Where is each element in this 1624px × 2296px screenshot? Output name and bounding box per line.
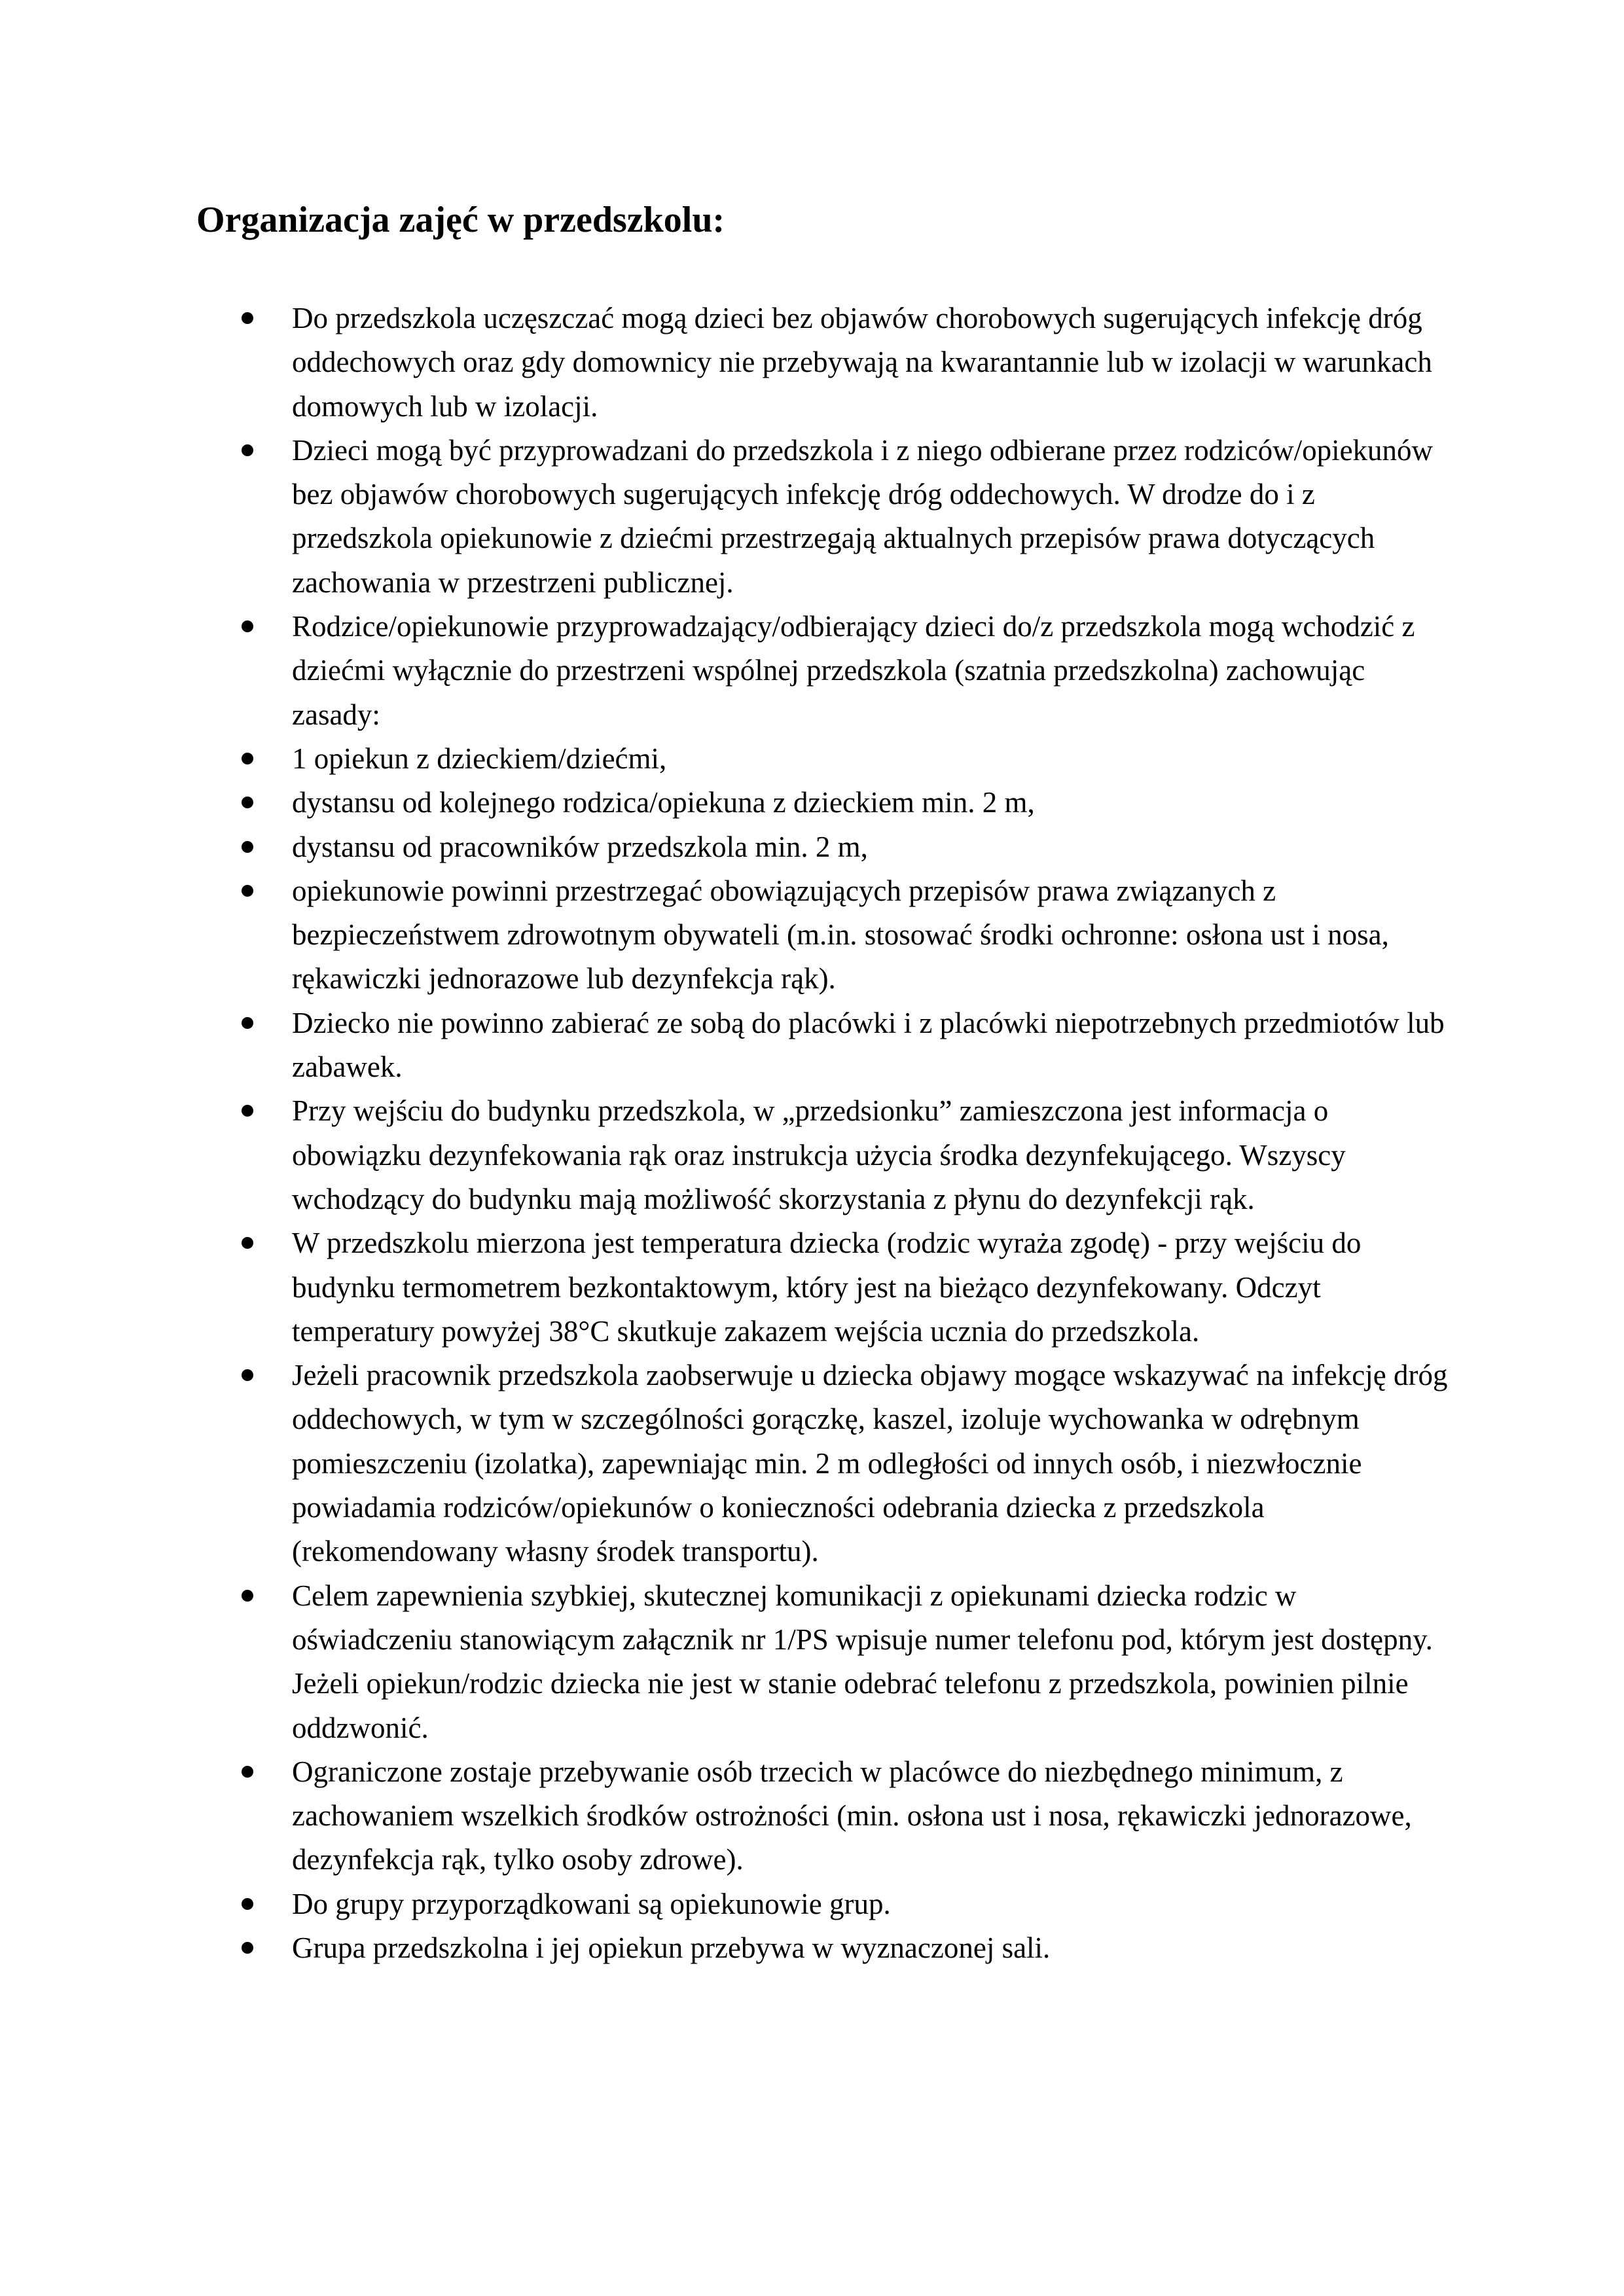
list-item-text: 1 opiekun z dzieckiem/dziećmi,	[292, 742, 667, 775]
list-item-text: Przy wejściu do budynku przedszkola, w „przedsionku” zamieszczona jest informacja o obowiązku dezynfekowania rąk oraz instrukcja użycia środka dezynfekującego. Wszyscy wchodzący do budynku mają możliwość skorzystania z płynu do dezynfekcji rąk.	[292, 1094, 1346, 1215]
list-item	[292, 1882, 1457, 1926]
list-item-text: Jeżeli pracownik przedszkola zaobserwuje u dziecka objawy mogące wskazywać na infekcję dróg oddechowych, w tym w szczególności gorączkę, kaszel, izoluje wychowanka w odrębnym pomieszczeniu (izolatka), zapewniając min. 2 m odległości od innych osób, i niezwłocznie powiadamia rodziców/opiekunów o konieczności odebrania dziecka z przedszkola (rekomendowany własny środek transportu).	[292, 1359, 1448, 1568]
list-item	[292, 1750, 1457, 1882]
bullet-icon	[242, 1017, 253, 1029]
list-item	[292, 1089, 1457, 1221]
list-item	[292, 1221, 1457, 1354]
bullet-icon	[242, 312, 253, 324]
bullet-icon	[242, 1766, 253, 1778]
list-item	[292, 1926, 1457, 1970]
bullet-icon	[242, 620, 253, 632]
rules-list	[292, 296, 1457, 1970]
list-item	[292, 429, 1457, 605]
bullet-icon	[242, 1898, 253, 1910]
list-item-text: Dzieci mogą być przyprowadzani do przedszkola i z niego odbierane przez rodziców/opiekunów bez objawów chorobowych sugerujących infekcję dróg oddechowych. W drodze do i z przedszkola opiekunowie z dziećmi przestrzegają aktualnych przepisów prawa dotyczących zachowania w przestrzeni publicznej.	[292, 433, 1434, 599]
list-item-text: Celem zapewnienia szybkiej, skutecznej komunikacji z opiekunami dziecka rodzic w oświadczeniu stanowiącym załącznik nr 1/PS wpisuje numer telefonu pod, którym jest dostępny. Jeżeli opiekun/rodzic dziecka nie jest w stanie odebrać telefonu z przedszkola, powinien pilnie oddzwonić.	[292, 1579, 1433, 1744]
list-item	[292, 825, 1457, 869]
list-item-text: Rodzice/opiekunowie przyprowadzający/odbierający dzieci do/z przedszkola mogą wchodzić z dziećmi wyłącznie do przestrzeni wspólnej przedszkola (szatnia przedszkolna) zachowując zasady:	[292, 610, 1415, 731]
list-item	[292, 1574, 1457, 1750]
list-item-text: Do grupy przyporządkowani są opiekunowie grup.	[292, 1887, 891, 1920]
bullet-icon	[242, 444, 253, 456]
list-item-text: opiekunowie powinni przestrzegać obowiązujących przepisów prawa związanych z bezpieczeństwem zdrowotnym obywateli (m.in. stosować środki ochronne: osłona ust i nosa, rękawiczki jednorazowe lub dezynfekcja rąk).	[292, 874, 1389, 996]
document-title: Organizacja zajęć w przedszkolu:	[196, 200, 725, 240]
bullet-icon	[242, 1942, 253, 1954]
bullet-icon	[242, 1369, 253, 1381]
list-item-text: dystansu od pracowników przedszkola min. 2 m,	[292, 830, 868, 863]
bullet-icon	[242, 753, 253, 764]
list-item-text: Do przedszkola uczęszczać mogą dzieci bez objawów chorobowych sugerujących infekcję dróg oddechowych oraz gdy domownicy nie przebywają na kwarantannie lub w izolacji w warunkach domowych lub w izolacji.	[292, 302, 1432, 423]
list-item	[292, 869, 1457, 1001]
list-item-text: Ograniczone zostaje przebywanie osób trzecich w placówce do niezbędnego minimum, z zachowaniem wszelkich środków ostrożności (min. osłona ust i nosa, rękawiczki jednorazowe, dezynfekcja rąk, tylko osoby zdrowe).	[292, 1755, 1412, 1876]
bullet-icon	[242, 1237, 253, 1249]
bullet-icon	[242, 1590, 253, 1602]
bullet-icon	[242, 885, 253, 897]
bullet-icon	[242, 797, 253, 808]
bullet-icon	[242, 1105, 253, 1117]
list-item	[292, 781, 1457, 825]
bullet-icon	[242, 841, 253, 853]
list-item-text: W przedszkolu mierzona jest temperatura dziecka (rodzic wyraża zgodę) - przy wejściu do budynku termometrem bezkontaktowym, który jest na bieżąco dezynfekowany. Odczyt temperatury powyżej 38°C skutkuje zakazem wejścia ucznia do przedszkola.	[292, 1227, 1362, 1348]
list-item	[292, 737, 1457, 781]
list-item-text: dystansu od kolejnego rodzica/opiekuna z dzieckiem min. 2 m,	[292, 786, 1035, 819]
list-item	[292, 1354, 1457, 1573]
list-item-text: Dziecko nie powinno zabierać ze sobą do placówki i z placówki niepotrzebnych przedmiotów lub zabawek.	[292, 1006, 1445, 1084]
list-item	[292, 605, 1457, 737]
list-item	[292, 296, 1457, 429]
list-item	[292, 1001, 1457, 1090]
list-item-text: Grupa przedszkolna i jej opiekun przebywa w wyznaczonej sali.	[292, 1931, 1051, 1964]
